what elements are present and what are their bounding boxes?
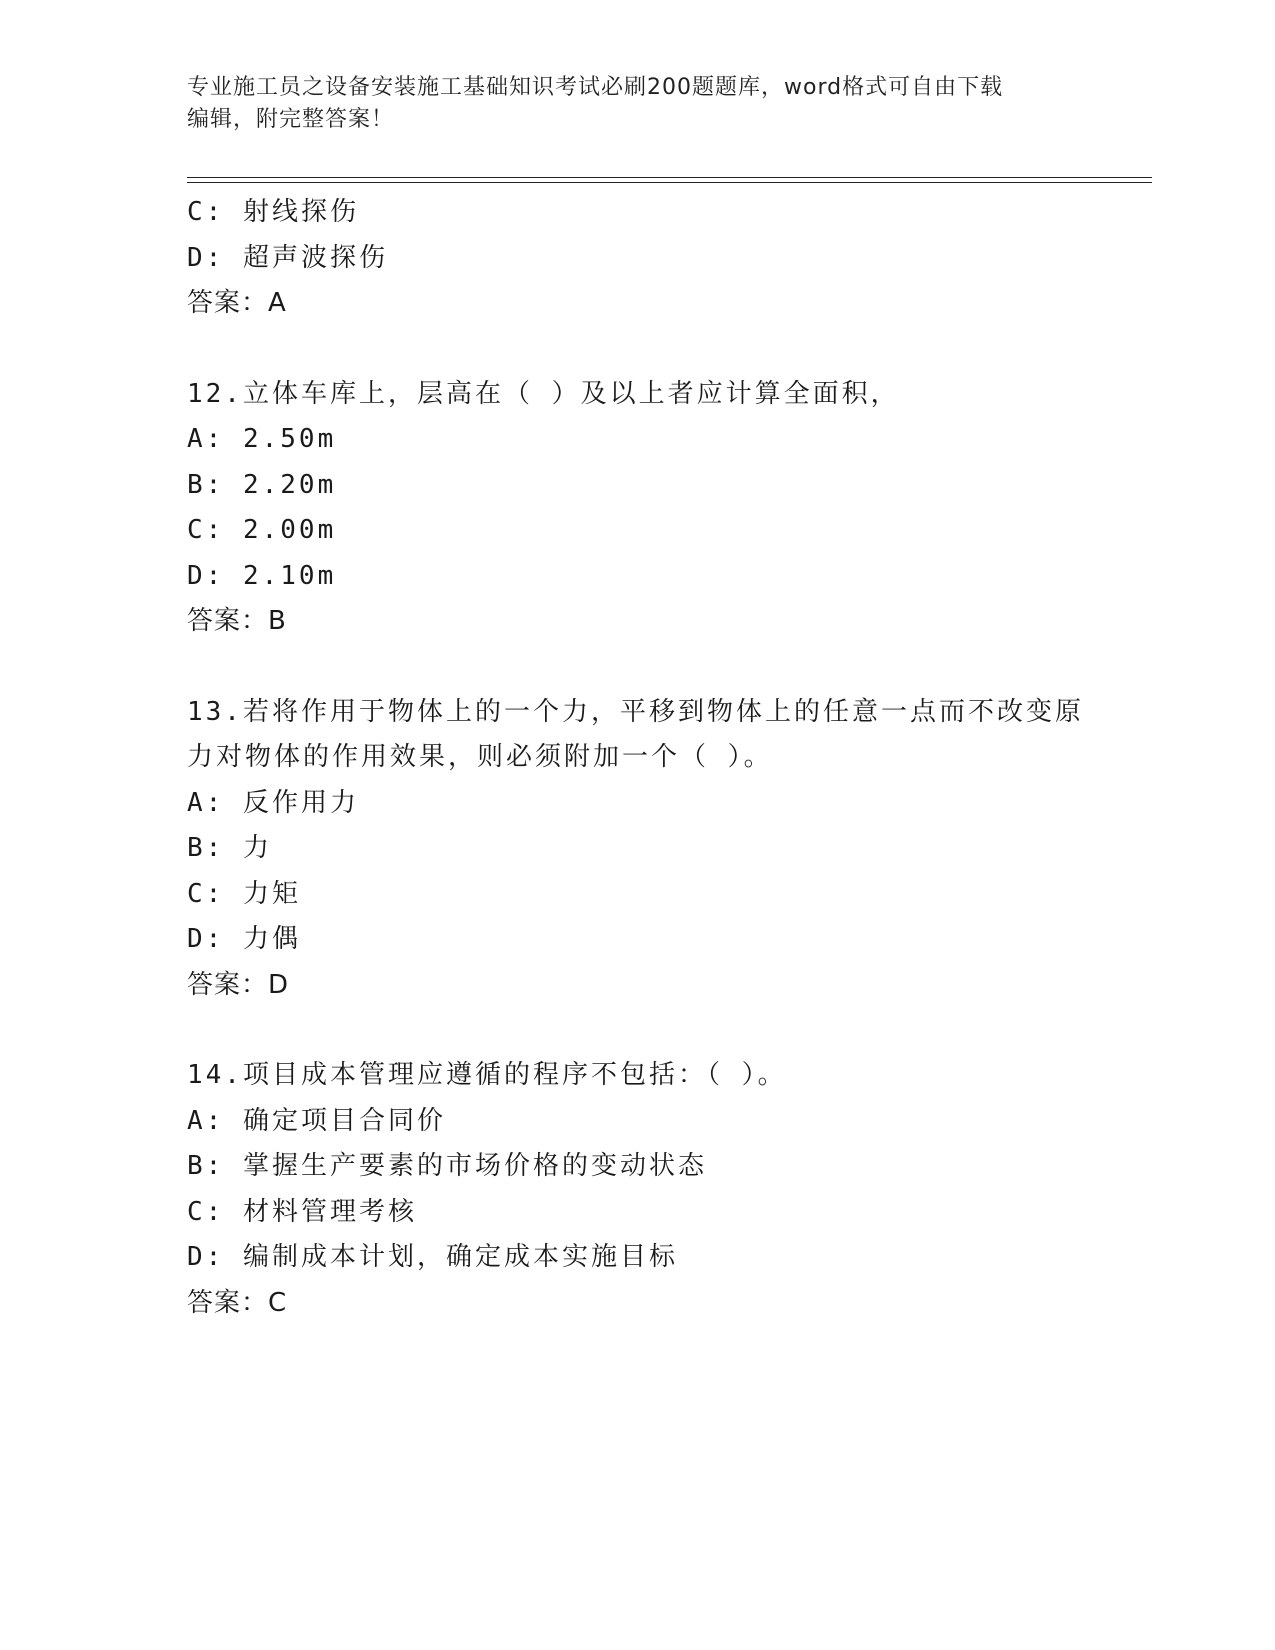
document-header: [187, 72, 1087, 136]
header-divider-bottom: [187, 182, 1152, 183]
question-stem-line-2: 力对物体的作用效果，则必须附加一个（ ）。: [187, 742, 773, 772]
header-line-2: 编辑，附完整答案！: [187, 107, 395, 132]
question-14: [187, 1053, 1087, 1326]
option-b: B: 掌握生产要素的市场价格的变动状态: [187, 1151, 707, 1181]
option-c: C: 材料管理考核: [187, 1196, 417, 1227]
question-12: [187, 372, 1087, 645]
option-c: C: 射线探伤: [187, 197, 359, 227]
option-c: C: 2.00m: [187, 515, 337, 545]
answer-line: 答案：A: [187, 288, 287, 318]
option-d: D: 2.10m: [187, 560, 337, 591]
question-stem: 12.立体车库上，层高在（ ）及以上者应计算全面积，: [187, 378, 900, 409]
question-stem-line-1: 13.若将作用于物体上的一个力，平移到物体上的任意一点而不改变原: [187, 696, 1084, 727]
option-a: A: 2.50m: [187, 424, 337, 454]
option-d: D: 超声波探伤: [187, 242, 388, 273]
question-stem: 14.项目成本管理应遵循的程序不包括：（ ）。: [187, 1060, 787, 1090]
question-list: [187, 190, 1087, 1326]
answer-line: 答案：C: [187, 1287, 288, 1318]
spacer: [187, 1008, 1087, 1053]
spacer: [187, 645, 1087, 690]
option-b: B: 2.20m: [187, 469, 337, 500]
answer-line: 答案：D: [187, 969, 290, 1000]
answer-line: 答案：B: [187, 606, 287, 636]
spacer: [187, 327, 1087, 372]
header-line-1: 专业施工员之设备安装施工基础知识考试必刷200题题库，word格式可自由下载: [187, 75, 1004, 100]
option-d: D: 力偶: [187, 924, 301, 954]
header-divider-top: [187, 177, 1152, 178]
question-13: [187, 690, 1087, 1009]
option-a: A: 确定项目合同价: [187, 1105, 446, 1136]
option-a: A: 反作用力: [187, 787, 359, 818]
option-d: D: 编制成本计划，确定成本实施目标: [187, 1242, 678, 1272]
option-b: B: 力: [187, 833, 272, 863]
option-c: C: 力矩: [187, 878, 301, 909]
question-11-continued: [187, 190, 1087, 327]
